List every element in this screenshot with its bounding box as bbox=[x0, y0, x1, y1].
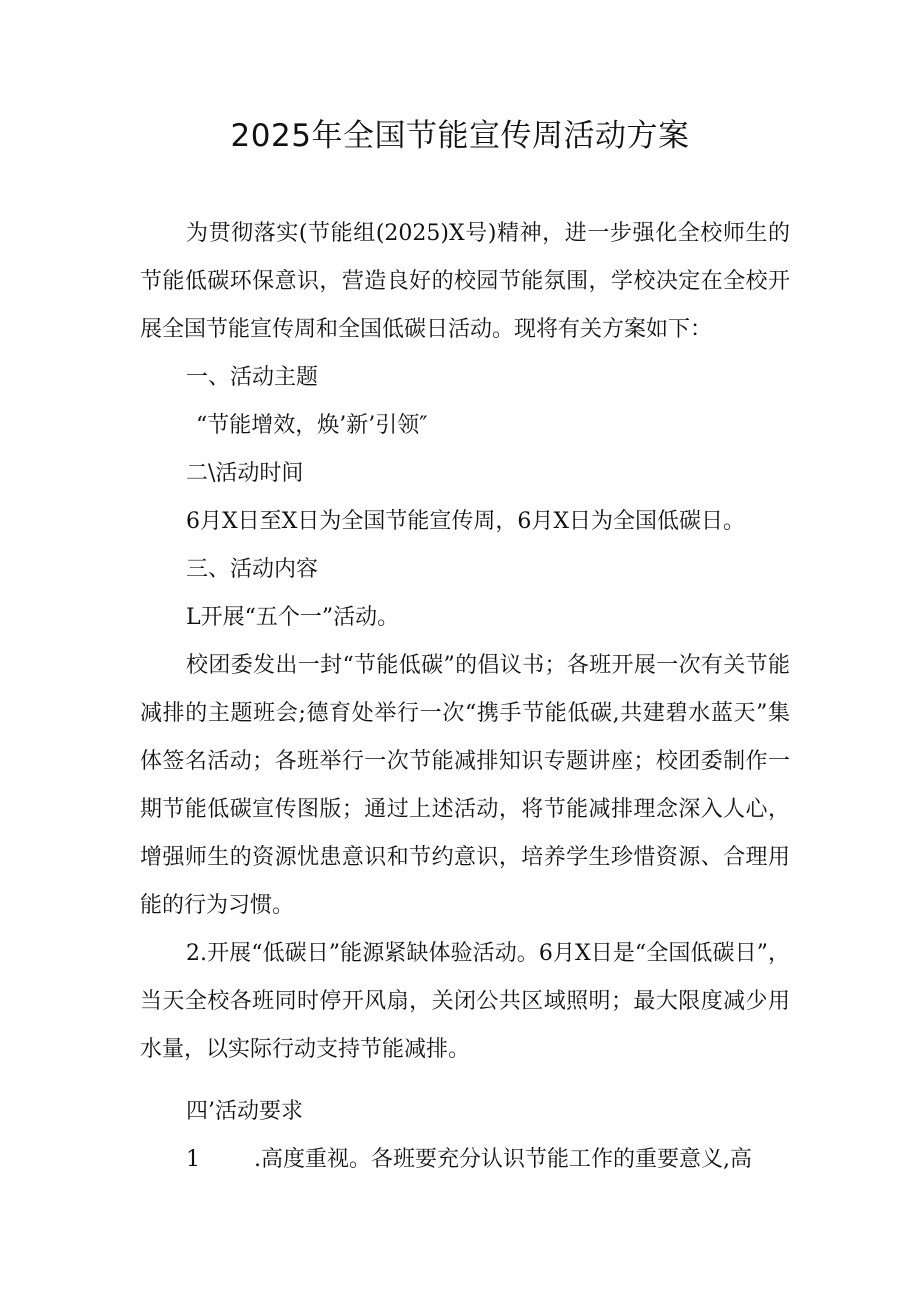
section-heading-requirements: 四’活动要求 bbox=[186, 1099, 303, 1124]
content-item-1-heading: L开展“五个一”活动。 bbox=[186, 605, 400, 630]
requirement-item-1-text: .高度重视。各班要充分认识节能工作的重要意义,高 bbox=[254, 1147, 752, 1172]
document-body bbox=[140, 210, 790, 1184]
section-heading-time: 二\活动时间 bbox=[186, 461, 304, 486]
theme-slogan: “节能增效，焕’新’引领″ bbox=[196, 413, 428, 438]
content-item-1-paragraph: 校团委发出一封“节能低碳”的倡议书；各班开展一次有关节能减排的主题班会;德育处举行一次“携手节能低碳,共建碧水蓝天”集体签名活动；各班举行一次节能减排知识专题讲座；校团委制作一期节能低碳宣传图版；通过上述活动，将节能减排理念深入人心，增强师生的资源忧患意识和节约意识，培养学生珍惜资源、合理用能的行为习惯。 bbox=[140, 653, 790, 918]
time-paragraph: 6月X日至X日为全国节能宣传周，6月X日为全国低碳日。 bbox=[186, 509, 745, 534]
section-heading-theme: 一、活动主题 bbox=[186, 365, 319, 390]
section-heading-content: 三、活动内容 bbox=[186, 557, 319, 582]
requirement-item-1-number: 1 bbox=[186, 1147, 200, 1172]
requirement-item-1 bbox=[140, 1136, 790, 1184]
intro-paragraph: 为贯彻落实(节能组(2025)X号)精神，进一步强化全校师生的节能低碳环保意识，营造良好的校园节能氛围，学校决定在全校开展全国节能宣传周和全国低碳日活动。现将有关方案如下： bbox=[140, 221, 790, 342]
content-item-2-paragraph: 2.开展“低碳日”能源紧缺体验活动。6月X日是“全国低碳日”，当天全校各班同时停开风扇，关闭公共区域照明；最大限度减少用水量，以实际行动支持节能减排。 bbox=[140, 941, 790, 1062]
document-title: 2025年全国节能宣传周活动方案 bbox=[230, 118, 690, 154]
